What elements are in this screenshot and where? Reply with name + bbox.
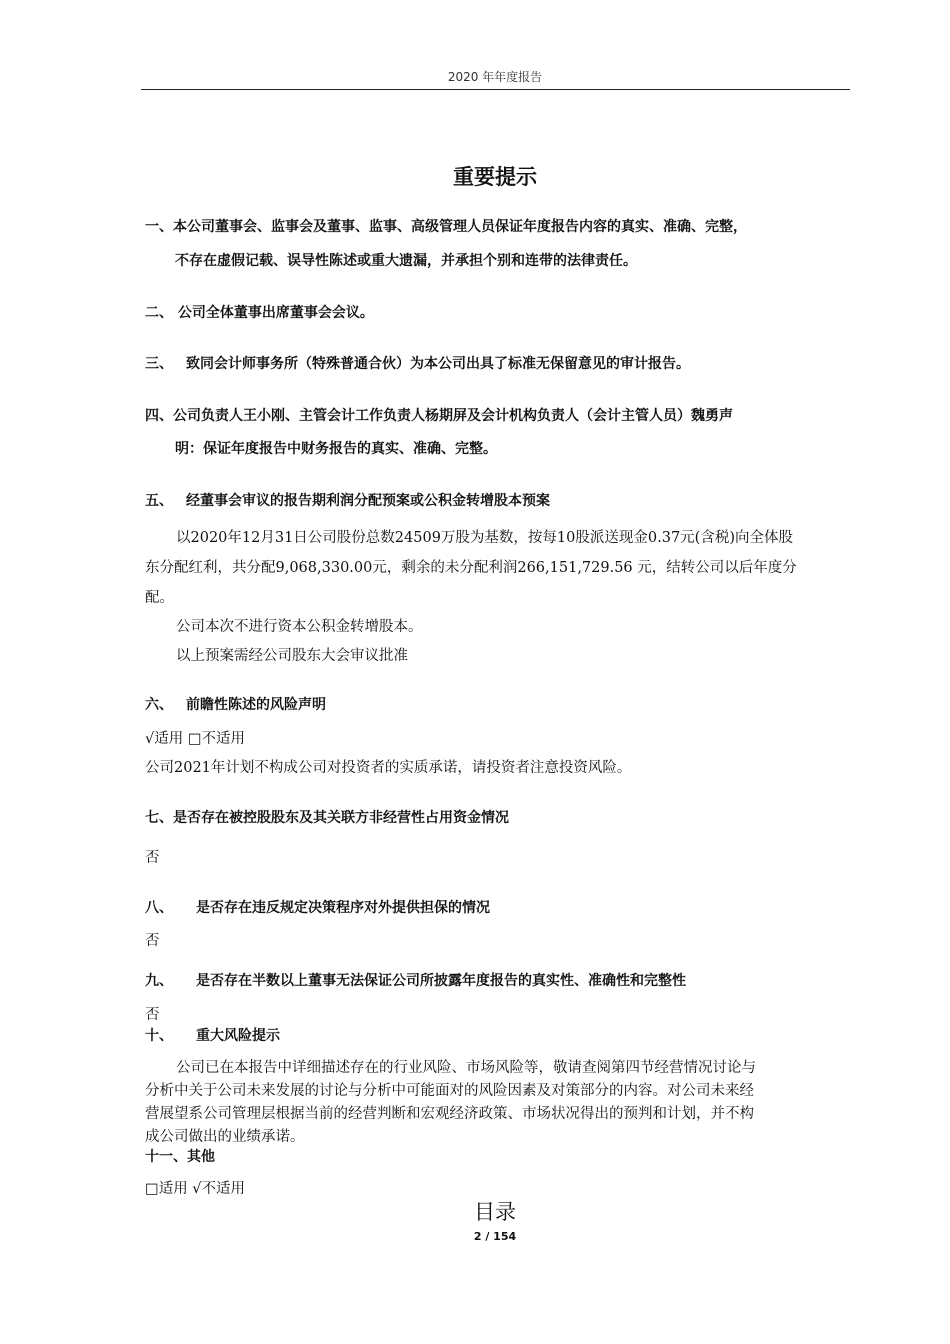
section-10-line-2: 分析中关于公司未来发展的讨论与分析中可能面对的风险因素及对策部分的内容。对公司未来经 <box>145 1083 754 1099</box>
section-4-line-2: 明：保证年度报告中财务报告的真实、准确、完整。 <box>175 441 497 457</box>
section-9-number: 九、 <box>145 973 173 989</box>
section-10-line-1: 公司已在本报告中详细描述存在的行业风险、市场风险等，敬请查阅第四节经营情况讨论与 <box>176 1060 756 1076</box>
section-9-answer: 否 <box>145 1007 160 1023</box>
section-7-heading: 七、是否存在被控股股东及其关联方非经营性占用资金情况 <box>145 810 509 826</box>
page-number: 2 / 154 <box>473 1230 517 1243</box>
section-2: 二、 公司全体董事出席董事会会议。 <box>145 305 374 321</box>
section-10-number: 十、 <box>145 1028 173 1044</box>
section-5-paragraph-1-line-2: 东分配红利，共分配9,068,330.00元，剩余的未分配利润266,151,729.56 元，结转公司以后年度分 <box>145 560 797 576</box>
section-7-answer: 否 <box>145 850 160 866</box>
section-10-line-3: 营展望系公司管理层根据当前的经营判断和宏观经济政策、市场状况得出的预判和计划，并不构 <box>145 1106 754 1122</box>
section-8-number: 八、 <box>145 900 173 916</box>
section-6-number: 六、 <box>145 697 173 713</box>
page-header: 2020 年年度报告 <box>447 70 543 84</box>
section-1-line-2: 不存在虚假记载、误导性陈述或重大遗漏，并承担个别和连带的法律责任。 <box>175 253 637 269</box>
section-6-applicability: √适用 □不适用 <box>145 731 246 747</box>
toc-title: 目录 <box>474 1200 516 1224</box>
section-11-applicability: □适用 √不适用 <box>145 1181 246 1197</box>
page-title: 重要提示 <box>453 165 537 189</box>
section-5-paragraph-2: 公司本次不进行资本公积金转增股本。 <box>176 619 423 635</box>
section-4-line-1: 四、公司负责人王小刚、主管会计工作负责人杨期屏及会计机构负责人（会计主管人员）魏勇声 <box>145 408 733 424</box>
header-divider <box>141 89 850 90</box>
section-6-body: 公司2021年计划不构成公司对投资者的实质承诺，请投资者注意投资风险。 <box>145 760 632 776</box>
section-10-heading: 重大风险提示 <box>196 1028 280 1044</box>
section-8-answer: 否 <box>145 933 160 949</box>
section-5-heading: 经董事会审议的报告期利润分配预案或公积金转增股本预案 <box>186 493 550 509</box>
section-3-text: 致同会计师事务所（特殊普通合伙）为本公司出具了标准无保留意见的审计报告。 <box>186 356 690 372</box>
section-11-heading: 十一、其他 <box>145 1149 215 1165</box>
section-6-heading: 前瞻性陈述的风险声明 <box>186 697 326 713</box>
section-10-line-4: 成公司做出的业绩承诺。 <box>145 1129 305 1145</box>
section-5-number: 五、 <box>145 493 173 509</box>
section-3-number: 三、 <box>145 356 173 372</box>
section-5-paragraph-1-line-1: 以2020年12月31日公司股份总数24509万股为基数，按每10股派送现金0.37元(含税)向全体股 <box>176 530 793 546</box>
section-5-paragraph-1-line-3: 配。 <box>145 590 174 606</box>
section-9-heading: 是否存在半数以上董事无法保证公司所披露年度报告的真实性、准确性和完整性 <box>196 973 686 989</box>
section-8-heading: 是否存在违反规定决策程序对外提供担保的情况 <box>196 900 490 916</box>
section-1-line-1: 一、本公司董事会、监事会及董事、监事、高级管理人员保证年度报告内容的真实、准确、完整， <box>145 219 747 235</box>
section-5-paragraph-3: 以上预案需经公司股东大会审议批准 <box>176 648 408 664</box>
